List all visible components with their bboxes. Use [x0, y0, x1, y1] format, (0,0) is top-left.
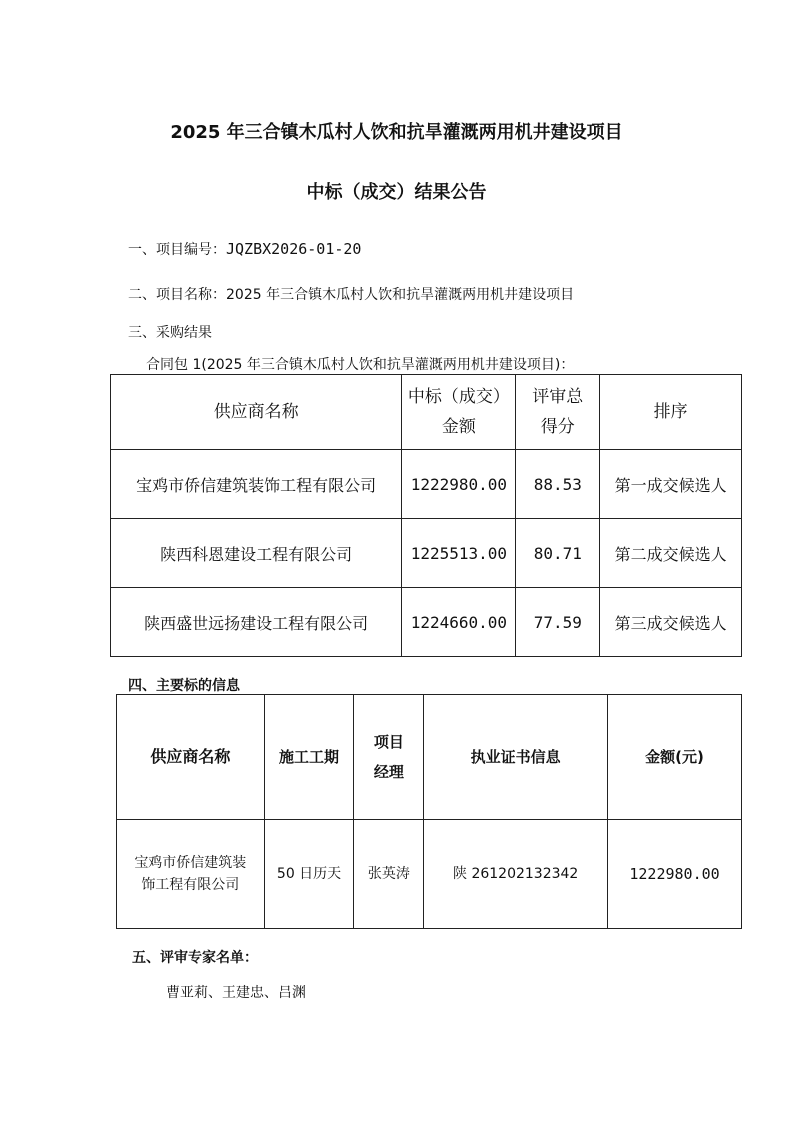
header-rank: 排序: [600, 375, 742, 450]
header-certificate: 执业证书信息: [424, 695, 608, 820]
experts-heading: 五、评审专家名单：: [132, 950, 258, 966]
cell-supplier: [117, 820, 265, 929]
table-row: [111, 450, 742, 519]
header-manager: [354, 695, 424, 820]
table-row: [111, 588, 742, 657]
cell-supplier: 陕西盛世远扬建设工程有限公司: [111, 588, 402, 657]
header-score-line1: 评审总: [532, 387, 584, 407]
header-amount-line2: 金额: [441, 417, 476, 437]
cell-rank: 第三成交候选人: [600, 588, 742, 657]
cell-amount: 1222980.00: [402, 450, 516, 519]
cell-period: 50 日历天: [264, 820, 354, 929]
header-score-line2: 得分: [540, 417, 575, 437]
cell-score: 77.59: [516, 588, 600, 657]
header-amount: 金额(元): [608, 695, 742, 820]
notice-title-line2: 中标（成交）结果公告: [306, 182, 487, 203]
main-info-header: [117, 695, 742, 820]
cell-rank: 第一成交候选人: [600, 450, 742, 519]
header-amount: [402, 375, 516, 450]
cell-supplier: 宝鸡市侨信建筑装饰工程有限公司: [111, 450, 402, 519]
experts-list: 曹亚莉、王建忠、吕渊: [166, 985, 306, 1001]
table-row: [117, 820, 742, 929]
project-number-label: 一、项目编号：: [128, 242, 226, 258]
project-name-label: 二、项目名称：: [128, 287, 226, 303]
cell-supplier-line2: 饰工程有限公司: [141, 877, 240, 893]
main-info-heading: 四、主要标的信息: [128, 678, 240, 694]
cell-score: 88.53: [516, 450, 600, 519]
result-table: [110, 374, 742, 657]
cell-score: 80.71: [516, 519, 600, 588]
cell-supplier-line1: 宝鸡市侨信建筑装: [134, 855, 247, 871]
header-supplier: 供应商名称: [117, 695, 265, 820]
header-amount-line1: 中标（成交）: [407, 387, 510, 407]
cell-rank: 第二成交候选人: [600, 519, 742, 588]
notice-title-line1: 2025 年三合镇木瓜村人饮和抗旱灌溉两用机井建设项目: [170, 122, 623, 143]
cell-manager: 张英涛: [354, 820, 424, 929]
procurement-heading: 三、采购结果: [128, 325, 212, 341]
project-name-value: 2025 年三合镇木瓜村人饮和抗旱灌溉两用机井建设项目: [226, 287, 575, 303]
main-info-table: [116, 694, 742, 929]
header-period: 施工工期: [264, 695, 354, 820]
cell-supplier: 陕西科恩建设工程有限公司: [111, 519, 402, 588]
header-supplier: 供应商名称: [111, 375, 402, 450]
project-number-line: [128, 239, 361, 259]
cell-amount: 1222980.00: [608, 820, 742, 929]
project-name-line: [128, 284, 574, 304]
project-number-value: JQZBX2026-01-20: [226, 240, 362, 258]
package-line: 合同包 1(2025 年三合镇木瓜村人饮和抗旱灌溉两用机井建设项目)：: [146, 357, 575, 373]
table-row: [111, 519, 742, 588]
header-manager-line1: 项目: [373, 733, 404, 751]
cell-certificate: 陕 261202132342: [424, 820, 608, 929]
cell-amount: 1225513.00: [402, 519, 516, 588]
cell-amount: 1224660.00: [402, 588, 516, 657]
header-manager-line2: 经理: [373, 763, 404, 781]
header-score: [516, 375, 600, 450]
result-table-header: [111, 375, 742, 450]
